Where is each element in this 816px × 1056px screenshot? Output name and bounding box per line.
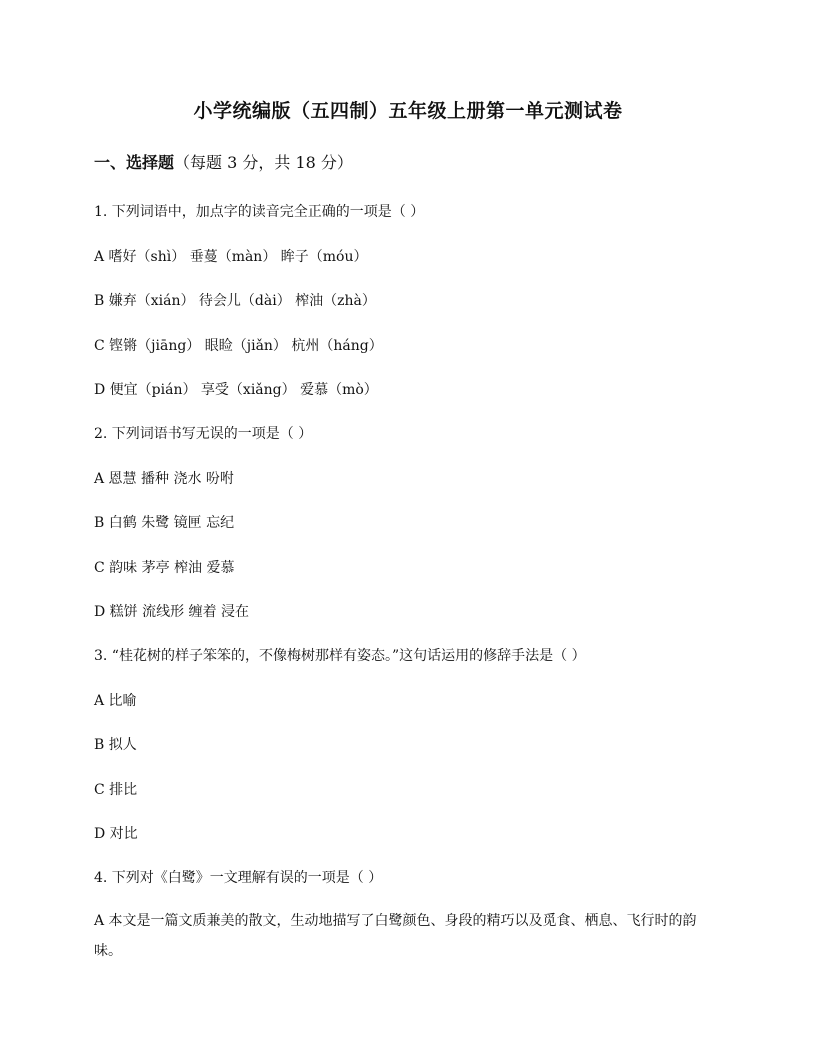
- question-3-option-c: C 排比: [94, 782, 138, 798]
- question-2-option-b: B 白鹤 朱鹭 镜匣 忘纪: [94, 515, 235, 531]
- question-2-option-d: D 糕饼 流线形 缠着 浸在: [94, 604, 250, 620]
- question-2-option-c: C 韵味 茅亭 榨油 爱慕: [94, 560, 235, 576]
- section-note: （每题 3 分，共 18 分）: [174, 153, 353, 172]
- question-1-option-d: D 便宜（pián） 享受（xiǎng） 爱慕（mò）: [94, 382, 378, 398]
- question-3: 3. “桂花树的样子笨笨的，不像梅树那样有姿态。”这句话运用的修辞手法是（ ）: [94, 648, 586, 664]
- question-3-option-d: D 对比: [94, 826, 138, 842]
- question-2-option-a: A 恩慧 播种 浇水 吩咐: [94, 471, 234, 487]
- question-1-option-a: A 嗜好（shì） 垂蔓（màn） 眸子（móu）: [94, 249, 368, 265]
- question-4: 4. 下列对《白鹭》一文理解有误的一项是（ ）: [94, 870, 383, 886]
- question-1: 1. 下列词语中，加点字的读音完全正确的一项是（ ）: [94, 204, 425, 220]
- question-1-option-c: C 铿锵（jiāng） 眼睑（jiǎn） 杭州（háng）: [94, 338, 383, 354]
- question-1-option-b: B 嫌弃（xián） 待会儿（dài） 榨油（zhà）: [94, 293, 376, 309]
- question-3-option-b: B 拟人: [94, 737, 137, 753]
- question-2: 2. 下列词语书写无误的一项是（ ）: [94, 426, 313, 442]
- section-title: 一、选择题: [94, 153, 175, 172]
- document-title: 小学统编版（五四制）五年级上册第一单元测试卷: [193, 100, 623, 122]
- section-heading: [94, 150, 353, 173]
- question-3-option-a: A 比喻: [94, 693, 137, 709]
- question-4-option-a: A 本文是一篇文质兼美的散文，生动地描写了白鹭颜色、身段的精巧以及觅食、栖息、飞行时的韵味。: [94, 913, 697, 959]
